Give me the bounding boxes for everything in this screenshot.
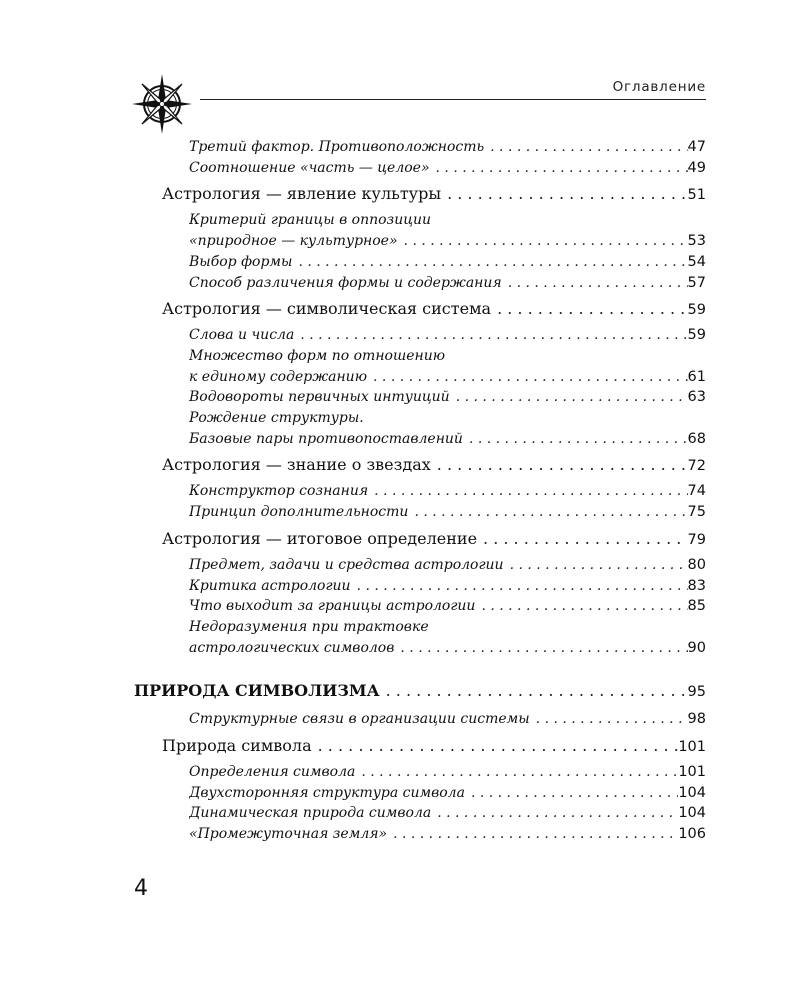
toc-entry-title: к единому содержанию	[189, 368, 368, 385]
toc-entry-line	[189, 273, 706, 294]
toc-entry-page: 57	[687, 274, 706, 291]
toc-entry-title: Соотношение «часть — целое»	[189, 159, 430, 176]
toc-entry-title: Определения символа	[189, 764, 356, 781]
toc-entry	[189, 709, 706, 730]
toc-entry-title: Что выходит за границы астрологии	[189, 598, 476, 615]
dot-leader	[368, 481, 687, 502]
toc-entry	[189, 273, 706, 294]
toc-entry-page: 101	[678, 764, 706, 781]
page-header	[0, 0, 800, 140]
toc-entry-page: 90	[687, 639, 706, 656]
toc-entry	[189, 210, 706, 251]
toc-entry-line	[189, 481, 706, 502]
toc-entry	[189, 502, 706, 523]
toc-entry	[189, 158, 706, 179]
toc-entry-page: 95	[687, 684, 706, 701]
toc-entry-line	[162, 735, 706, 758]
toc-entry-line	[189, 158, 706, 179]
toc-entry-line	[162, 454, 706, 477]
toc-entry-page: 59	[687, 302, 706, 319]
dot-leader	[450, 387, 688, 408]
dot-leader	[355, 762, 678, 783]
dot-leader	[294, 325, 687, 346]
toc-entry-line	[189, 709, 706, 730]
dot-leader	[463, 429, 688, 450]
toc-entry	[162, 454, 706, 477]
toc-entry	[189, 617, 706, 658]
toc-entry-title: Конструктор сознания	[189, 483, 369, 500]
toc-entry	[189, 783, 706, 804]
toc-entry-page: 85	[687, 598, 706, 615]
dot-leader	[431, 454, 688, 476]
dot-leader	[398, 231, 688, 252]
toc-entry-line	[189, 596, 706, 617]
toc-entry-line	[162, 298, 706, 321]
toc-entry-line	[189, 137, 706, 158]
toc-entry-page: 75	[687, 504, 706, 521]
header-rule	[200, 99, 706, 100]
toc-entry-page: 49	[687, 159, 706, 176]
dot-leader	[491, 298, 687, 320]
toc-entry-title: Астрология — итоговое определение	[162, 528, 478, 548]
dot-leader	[430, 158, 688, 179]
toc-entry-title: Рождение структуры.	[189, 410, 364, 427]
toc-entry-title: Динамическая природа символа	[189, 805, 432, 822]
toc-entry-line	[189, 824, 706, 845]
toc-entry-page: 83	[687, 577, 706, 594]
toc-entry-line	[189, 803, 706, 824]
compass-rose-icon	[130, 72, 194, 136]
toc-entry-page: 51	[687, 187, 706, 204]
toc-entry-line	[189, 210, 706, 231]
dot-leader	[502, 273, 688, 294]
dot-leader	[312, 735, 679, 757]
toc-entry-page: 63	[687, 389, 706, 406]
toc-entry	[189, 252, 706, 273]
toc-entry-line	[189, 617, 706, 638]
toc-entry	[162, 735, 706, 758]
toc-entry	[189, 346, 706, 387]
toc-entry-page: 53	[687, 233, 706, 250]
toc-entry-line	[189, 325, 706, 346]
toc-entry-title: Астрология — знание о звездах	[162, 455, 431, 475]
toc-entry-line	[162, 528, 706, 551]
dot-leader	[367, 367, 688, 388]
toc-entry-title: Способ различения формы и содержания	[189, 274, 502, 291]
toc-entry-line	[189, 346, 706, 367]
toc-entry-line	[162, 183, 706, 206]
toc-entry-title: Критика астрологии	[189, 577, 351, 594]
toc-entry	[189, 803, 706, 824]
toc-entry	[189, 824, 706, 845]
toc-entry	[162, 183, 706, 206]
toc-entry	[189, 137, 706, 158]
toc-entry-line	[189, 252, 706, 273]
toc-entry-title: Структурные связи в организации системы	[189, 711, 530, 728]
toc-entry-line	[189, 429, 706, 450]
toc-entry	[162, 298, 706, 321]
toc-entry-line	[189, 408, 706, 429]
dot-leader	[530, 709, 688, 730]
toc-entry-title: Выбор формы	[189, 253, 293, 270]
toc-entry-page: 74	[687, 483, 706, 500]
dot-leader	[380, 680, 688, 702]
toc-entry-title: Слова и числа	[189, 327, 295, 344]
dot-leader	[431, 803, 678, 824]
toc-entry-page: 72	[687, 458, 706, 475]
toc-entry-title: ПРИРОДА СИМВОЛИЗМА	[134, 681, 380, 701]
toc-entry	[189, 325, 706, 346]
toc-entry-page: 54	[687, 253, 706, 270]
toc-entry-page: 104	[678, 784, 706, 801]
toc-entry-title: Астрология — явление культуры	[162, 184, 442, 204]
dot-leader	[441, 183, 687, 205]
dot-leader	[387, 824, 678, 845]
toc-entry-line	[189, 576, 706, 597]
toc-entry-page: 98	[687, 711, 706, 728]
dot-leader	[484, 137, 687, 158]
toc-entry	[189, 387, 706, 408]
toc-entry-line	[189, 387, 706, 408]
toc-entry-line	[189, 231, 706, 252]
dot-leader	[408, 502, 687, 523]
toc-entry-title: Принцип дополнительности	[189, 504, 409, 521]
toc-entry-line	[189, 502, 706, 523]
toc-entry	[189, 408, 706, 449]
toc-entry	[134, 680, 706, 703]
toc-entry-title: Недоразумения при трактовке	[189, 618, 429, 635]
toc-entry-title: Водовороты первичных интуиций	[189, 389, 450, 406]
toc-entry-title: Множество форм по отношению	[189, 347, 446, 364]
toc-entry-page: 59	[687, 327, 706, 344]
table-of-contents	[0, 137, 800, 845]
toc-entry	[189, 481, 706, 502]
toc-entry-line	[189, 367, 706, 388]
toc-entry-title: Базовые пары противопоставлений	[189, 430, 463, 447]
toc-entry-title: Критерий границы в оппозиции	[189, 212, 432, 229]
toc-entry-title: «природное — культурное»	[189, 233, 398, 250]
toc-entry-line	[134, 680, 706, 703]
toc-entry-line	[189, 555, 706, 576]
toc-entry-page: 101	[678, 739, 706, 756]
toc-entry-line	[189, 638, 706, 659]
running-title: Оглавление	[612, 79, 706, 95]
toc-entry-line	[189, 783, 706, 804]
dot-leader	[477, 528, 688, 550]
toc-entry-title: Двухсторонняя структура символа	[189, 784, 465, 801]
dot-leader	[475, 596, 687, 617]
toc-entry	[162, 528, 706, 551]
toc-entry	[189, 762, 706, 783]
toc-entry-page: 80	[687, 556, 706, 573]
page-number: 4	[134, 876, 148, 901]
toc-entry-page: 47	[687, 139, 706, 155]
toc-entry-title: Астрология — символическая система	[162, 299, 492, 319]
toc-entry	[189, 555, 706, 576]
toc-entry-page: 104	[678, 805, 706, 822]
toc-entry-title: астрологических символов	[189, 639, 395, 656]
toc-entry	[189, 596, 706, 617]
dot-leader	[292, 252, 687, 273]
dot-leader	[394, 638, 687, 659]
toc-entry-page: 61	[687, 368, 706, 385]
dot-leader	[351, 576, 688, 597]
toc-entry-title: Предмет, задачи и средства астрологии	[189, 556, 504, 573]
toc-entry-title: «Промежуточная земля»	[189, 826, 388, 843]
dot-leader	[465, 783, 678, 804]
toc-entry-title: Третий фактор. Противоположность	[189, 139, 485, 155]
dot-leader	[504, 555, 688, 576]
toc-entry-line	[189, 762, 706, 783]
toc-entry-title: Природа символа	[162, 736, 312, 756]
toc-entry-page: 106	[678, 826, 706, 843]
toc-entry-page: 68	[687, 430, 706, 447]
toc-entry-page: 79	[687, 531, 706, 548]
toc-entry	[189, 576, 706, 597]
